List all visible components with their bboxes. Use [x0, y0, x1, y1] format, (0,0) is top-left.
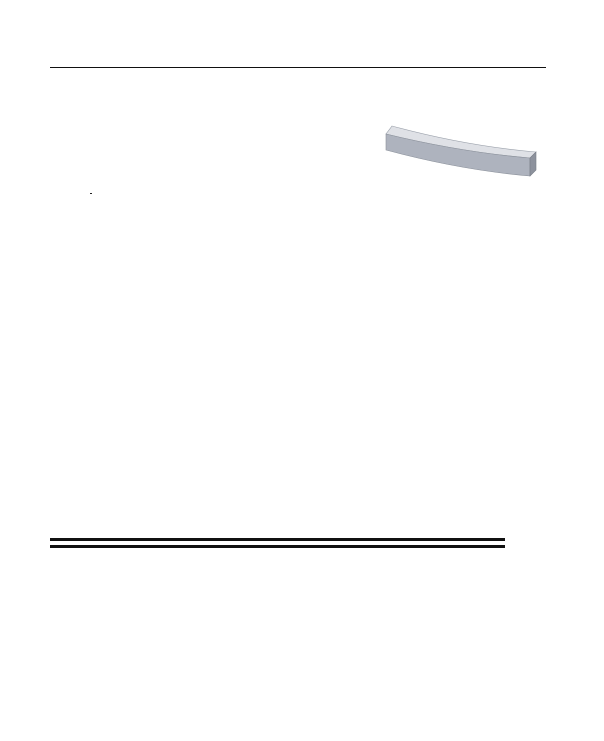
sag-fraction [90, 193, 92, 194]
beam-illustration [380, 118, 550, 198]
closing-rule-lower [50, 545, 505, 548]
fraction-numerator [90, 193, 92, 194]
closing-rule-upper [50, 538, 505, 541]
part-a-line-3 [88, 185, 97, 201]
header-divider [50, 67, 546, 68]
